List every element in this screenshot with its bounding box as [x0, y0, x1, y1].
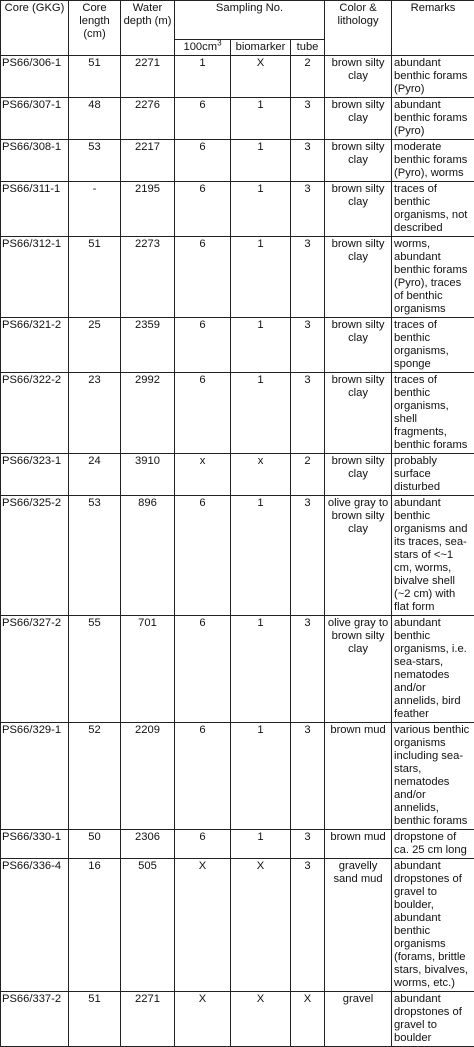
cell-color: brown silty clay: [325, 454, 392, 496]
cell-tube: 3: [291, 237, 325, 318]
header-color-lithology: Color & lithology: [325, 1, 392, 56]
cell-color: brown silty clay: [325, 56, 392, 98]
cell-bio: x: [231, 454, 291, 496]
cell-core: PS66/307-1: [1, 98, 69, 140]
table-row: [1, 140, 474, 182]
header-remarks: Remarks: [392, 1, 474, 56]
cell-depth: 2271: [121, 56, 175, 98]
cell-length: 53: [69, 496, 121, 616]
cell-remarks: abundant dropstones of gravel to boulder: [392, 992, 474, 1047]
cell-core: PS66/308-1: [1, 140, 69, 182]
cell-depth: 2276: [121, 98, 175, 140]
cell-length: 51: [69, 992, 121, 1047]
cell-s100: 1: [175, 56, 231, 98]
cell-length: -: [69, 182, 121, 237]
cell-depth: 2992: [121, 373, 175, 454]
cell-remarks: moderate benthic forams (Pyro), worms: [392, 140, 474, 182]
cell-depth: 2209: [121, 723, 175, 830]
cell-tube: 3: [291, 496, 325, 616]
cell-color: gravel: [325, 992, 392, 1047]
cell-color: brown silty clay: [325, 140, 392, 182]
cell-s100: 6: [175, 182, 231, 237]
cell-color: brown silty clay: [325, 318, 392, 373]
cell-remarks: traces of benthic organisms, not described: [392, 182, 474, 237]
cell-core: PS66/311-1: [1, 182, 69, 237]
cell-s100: 6: [175, 140, 231, 182]
cell-color: brown mud: [325, 830, 392, 859]
table-row: [1, 182, 474, 237]
cell-s100: 6: [175, 830, 231, 859]
table-row: [1, 56, 474, 98]
cell-color: brown mud: [325, 723, 392, 830]
cell-core: PS66/327-2: [1, 616, 69, 723]
cell-depth: 2273: [121, 237, 175, 318]
cell-depth: 2271: [121, 992, 175, 1047]
header-sub-tube: tube: [291, 40, 325, 56]
cell-length: 50: [69, 830, 121, 859]
table-row: [1, 859, 474, 992]
cell-length: 25: [69, 318, 121, 373]
cell-core: PS66/321-2: [1, 318, 69, 373]
cell-color: brown silty clay: [325, 373, 392, 454]
cell-tube: 3: [291, 140, 325, 182]
cell-tube: X: [291, 992, 325, 1047]
cell-core: PS66/322-2: [1, 373, 69, 454]
cell-bio: X: [231, 56, 291, 98]
table-row: [1, 318, 474, 373]
cell-depth: 2359: [121, 318, 175, 373]
cell-tube: 3: [291, 373, 325, 454]
header-sub-100cm3: $100cm^3$: [175, 40, 231, 56]
cell-bio: 1: [231, 373, 291, 454]
table-row: [1, 237, 474, 318]
cell-remarks: abundant benthic organisms and its traces, sea-stars of <~1 cm, worms, bivalve shell (~2 cm) with flat form: [392, 496, 474, 616]
cell-color: gravelly sand mud: [325, 859, 392, 992]
cell-remarks: abundant dropstones of gravel to boulder, abundant benthic organisms (forams, brittle stars, bivalves, worms, etc.): [392, 859, 474, 992]
cell-tube: 3: [291, 723, 325, 830]
cell-tube: 2: [291, 454, 325, 496]
cell-bio: 1: [231, 830, 291, 859]
cell-core: PS66/312-1: [1, 237, 69, 318]
cell-bio: X: [231, 992, 291, 1047]
cell-remarks: probably surface disturbed: [392, 454, 474, 496]
cell-depth: 701: [121, 616, 175, 723]
cell-depth: 2306: [121, 830, 175, 859]
cell-bio: 1: [231, 723, 291, 830]
cell-bio: 1: [231, 237, 291, 318]
cell-remarks: abundant benthic forams (Pyro): [392, 98, 474, 140]
cell-core: PS66/329-1: [1, 723, 69, 830]
cell-s100: 6: [175, 318, 231, 373]
header-water-depth: Water depth (m): [121, 1, 175, 56]
cell-s100: 6: [175, 98, 231, 140]
table-row: [1, 992, 474, 1047]
cell-tube: 3: [291, 830, 325, 859]
cell-tube: 3: [291, 182, 325, 237]
cell-s100: x: [175, 454, 231, 496]
table-row: [1, 373, 474, 454]
cell-remarks: various benthic organisms including sea-stars, nematodes and/or annelids, benthic forams: [392, 723, 474, 830]
cell-remarks: abundant benthic forams (Pyro): [392, 56, 474, 98]
cell-color: brown silty clay: [325, 98, 392, 140]
cell-s100: 6: [175, 616, 231, 723]
cell-length: 51: [69, 56, 121, 98]
table-row: [1, 496, 474, 616]
cell-bio: X: [231, 859, 291, 992]
header-sub-biomarker: biomarker: [231, 40, 291, 56]
cell-tube: 2: [291, 56, 325, 98]
cell-length: 52: [69, 723, 121, 830]
table-body: [1, 56, 474, 1047]
cell-tube: 3: [291, 616, 325, 723]
cell-s100: 6: [175, 723, 231, 830]
cell-s100: X: [175, 992, 231, 1047]
cell-core: PS66/306-1: [1, 56, 69, 98]
header-core-length: Core length (cm): [69, 1, 121, 56]
cell-depth: 3910: [121, 454, 175, 496]
cell-s100: X: [175, 859, 231, 992]
table-row: [1, 454, 474, 496]
cell-s100: 6: [175, 373, 231, 454]
cell-bio: 1: [231, 616, 291, 723]
cell-color: brown silty clay: [325, 237, 392, 318]
cell-tube: 3: [291, 859, 325, 992]
cell-tube: 3: [291, 318, 325, 373]
cell-tube: 3: [291, 98, 325, 140]
cell-core: PS66/330-1: [1, 830, 69, 859]
cell-core: PS66/337-2: [1, 992, 69, 1047]
header-core: Core (GKG): [1, 1, 69, 56]
cell-length: 24: [69, 454, 121, 496]
cell-depth: 2217: [121, 140, 175, 182]
cell-color: olive gray to brown silty clay: [325, 496, 392, 616]
table-row: [1, 616, 474, 723]
table-row: [1, 723, 474, 830]
cell-core: PS66/336-4: [1, 859, 69, 992]
cell-depth: 505: [121, 859, 175, 992]
cell-remarks: traces of benthic organisms, sponge: [392, 318, 474, 373]
cell-length: 16: [69, 859, 121, 992]
header-sampling: Sampling No.: [175, 1, 325, 40]
cell-bio: 1: [231, 318, 291, 373]
cell-depth: 896: [121, 496, 175, 616]
cell-remarks: abundant benthic organisms, i.e. sea-stars, nematodes and/or annelids, bird feather: [392, 616, 474, 723]
cell-s100: 6: [175, 496, 231, 616]
cell-length: 53: [69, 140, 121, 182]
cell-core: PS66/325-2: [1, 496, 69, 616]
cell-bio: 1: [231, 140, 291, 182]
cell-bio: 1: [231, 98, 291, 140]
cell-core: PS66/323-1: [1, 454, 69, 496]
cell-s100: 6: [175, 237, 231, 318]
cell-length: 23: [69, 373, 121, 454]
cell-bio: 1: [231, 182, 291, 237]
cell-length: 48: [69, 98, 121, 140]
cell-remarks: worms, abundant benthic forams (Pyro), traces of benthic organisms: [392, 237, 474, 318]
cell-bio: 1: [231, 496, 291, 616]
cell-depth: 2195: [121, 182, 175, 237]
cell-color: brown silty clay: [325, 182, 392, 237]
cell-remarks: traces of benthic organisms, shell fragments, benthic forams: [392, 373, 474, 454]
table-row: [1, 830, 474, 859]
cell-color: olive gray to brown silty clay: [325, 616, 392, 723]
cell-remarks: dropstone of ca. 25 cm long: [392, 830, 474, 859]
table-row: [1, 98, 474, 140]
cell-length: 55: [69, 616, 121, 723]
cell-length: 51: [69, 237, 121, 318]
